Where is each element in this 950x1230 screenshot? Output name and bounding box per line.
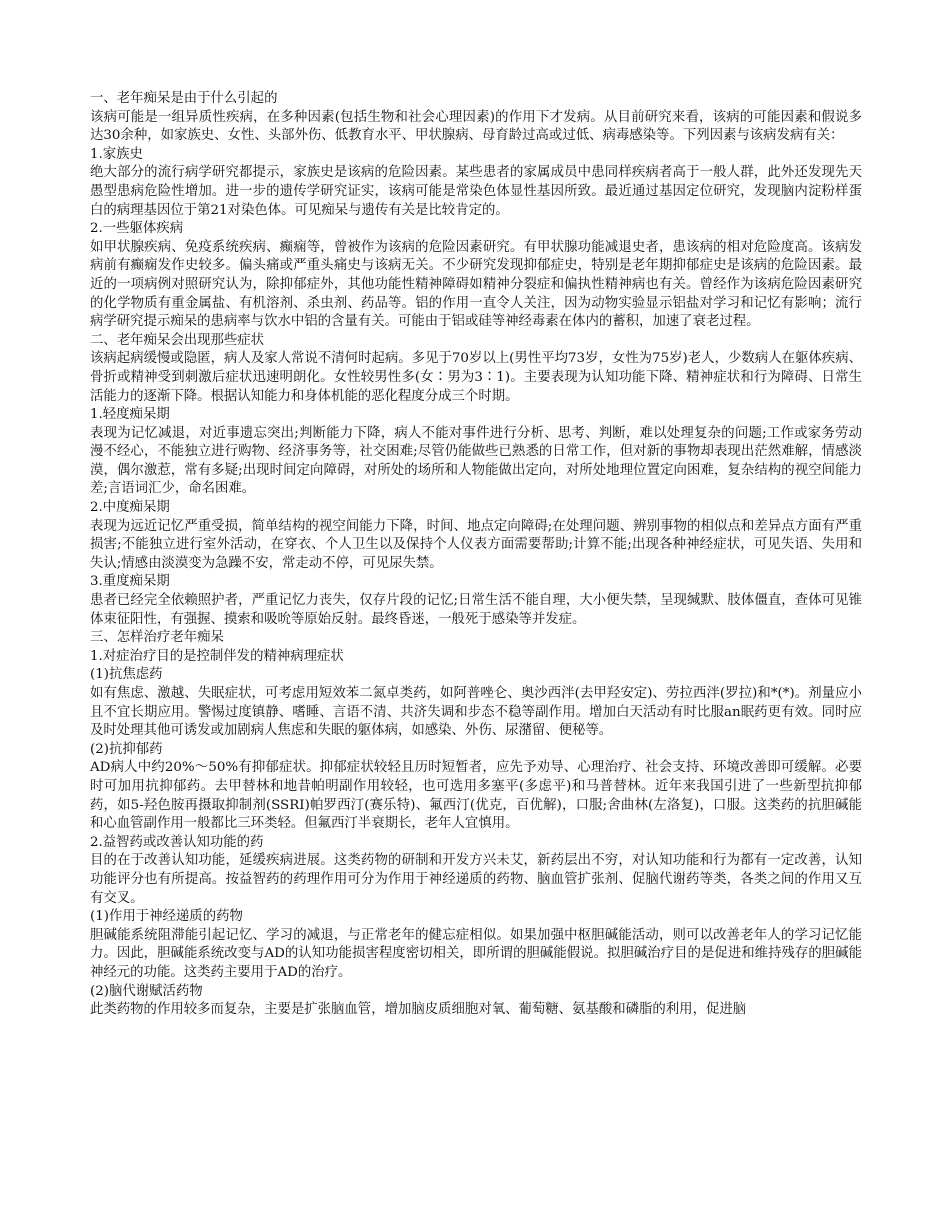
paragraph-antidepressants: AD病人中约20%～50%有抑郁症状。抑郁症状较轻且历时短暂者，应先予劝导、心理治疗、社会支持、环境改善即可缓解。必要时可加用抗抑郁药。去甲替林和地昔帕明副作用较轻，也可选用多塞平(多虑平)和马普替林。近年来我国引进了一些新型抗抑郁药，如5-羟色胺再摄取抑制剂(SSRI)帕罗西汀(赛乐特)、氟西汀(优克，百优解)，口服;舍曲林(左洛复)，口服。这类药的抗胆碱能和心血管副作用一般都比三环类轻。但氟西汀半衰期长，老年人宜慎用。 [90, 760, 862, 832]
paragraph-anti-anxiety: 如有焦虑、激越、失眠症状，可考虑用短效苯二氮卓类药，如阿普唑仑、奥沙西泮(去甲羟安定)、劳拉西泮(罗拉)和*(*)。剂量应小且不宜长期应用。警惕过度镇静、嗜睡、言语不清、共济失调和步态不稳等副作用。增加白天活动有时比服an眠药更有效。同时应及时处理其他可诱发或加剧病人焦虑和失眠的躯体病，如感染、外伤、尿潴留、便秘等。 [90, 686, 862, 739]
subheading-severe-stage: 3.重度痴呆期 [90, 574, 170, 590]
paragraph-family-history: 绝大部分的流行病学研究都提示，家族史是该病的危险因素。某些患者的家属成员中患同样疾病者高于一般人群，此外还发现先天愚型患病危险性增加。进一步的遗传学研究证实，该病可能是常染色体显性基因所致。最近通过基因定位研究，发现脑内淀粉样蛋白的病理基因位于第21对染色体。可见痴呆与遗传有关是比较肯定的。 [90, 165, 862, 218]
paragraph-neurotransmitter-drugs: 胆碱能系统阻滞能引起记忆、学习的减退，与正常老年的健忘症相似。如果加强中枢胆碱能活动，则可以改善老年人的学习记忆能力。因此，胆碱能系统改变与AD的认知功能损害程度密切相关，即所谓的胆碱能假说。拟胆碱治疗目的是促进和维持残存的胆碱能神经元的功能。这类药主要用于AD的治疗。 [90, 927, 862, 980]
document-body [90, 90, 862, 1020]
subheading-antidepressants: (2)抗抑郁药 [90, 741, 163, 757]
subheading-family-history: 1.家族史 [90, 146, 143, 162]
section-heading-treatment: 三、怎样治疗老年痴呆 [90, 630, 224, 646]
section-heading-symptoms: 二、老年痴呆会出现那些症状 [90, 332, 265, 348]
subheading-cognitive-drugs: 2.益智药或改善认知功能的药 [90, 834, 264, 850]
section-heading-causes: 一、老年痴呆是由于什么引起的 [90, 91, 278, 106]
subheading-anti-anxiety: (1)抗焦虑药 [90, 667, 163, 683]
subheading-brain-metabolism-drugs: (2)脑代谢赋活药物 [90, 983, 203, 999]
paragraph-brain-metabolism-drugs: 此类药物的作用较多而复杂，主要是扩张脑血管，增加脑皮质细胞对氧、葡萄糖、氨基酸和磷脂的利用，促进脑 [90, 1002, 747, 1018]
subheading-mild-stage: 1.轻度痴呆期 [90, 407, 170, 423]
paragraph-severe-stage: 患者已经完全依赖照护者，严重记忆力丧失，仅存片段的记忆;日常生活不能自理，大小便失禁，呈现缄默、肢体僵直，查体可见锥体束征阳性，有强握、摸索和吸吮等原始反射。最终昏迷，一般死于感染等并发症。 [90, 593, 862, 627]
paragraph-moderate-stage: 表现为远近记忆严重受损，简单结构的视空间能力下降，时间、地点定向障碍;在处理问题、辨别事物的相似点和差异点方面有严重损害;不能独立进行室外活动，在穿衣、个人卫生以及保持个人仪表方面需要帮助;计算不能;出现各种神经症状，可见失语、失用和失认;情感由淡漠变为急躁不安，常走动不停，可见尿失禁。 [90, 518, 862, 571]
paragraph-mild-stage: 表现为记忆减退，对近事遗忘突出;判断能力下降，病人不能对事件进行分析、思考、判断，难以处理复杂的问题;工作或家务劳动漫不经心，不能独立进行购物、经济事务等，社交困难;尽管仍能做些已熟悉的日常工作，但对新的事物却表现出茫然难解，情感淡漠，偶尔激惹，常有多疑;出现时间定向障碍，对所处的场所和人物能做出定向，对所处地理位置定向困难，复杂结构的视空间能力差;言语词汇少，命名困难。 [90, 425, 862, 497]
subheading-moderate-stage: 2.中度痴呆期 [90, 500, 170, 516]
paragraph-symptoms-intro: 该病起病缓慢或隐匿，病人及家人常说不清何时起病。多见于70岁以上(男性平均73岁，女性为75岁)老人，少数病人在躯体疾病、骨折或精神受到刺激后症状迅速明朗化。女性较男性多(女∶男为3∶1)。主要表现为认知功能下降、精神症状和行为障碍、日常生活能力的逐渐下降。根据认知能力和身体机能的恶化程度分成三个时期。 [90, 351, 862, 404]
subheading-physical-diseases: 2.一些躯体疾病 [90, 221, 184, 237]
subheading-symptomatic-treatment: 1.对症治疗目的是控制伴发的精神病理症状 [90, 648, 344, 664]
paragraph-cognitive-drugs: 目的在于改善认知功能，延缓疾病进展。这类药物的研制和开发方兴未艾，新药层出不穷，对认知功能和行为都有一定改善，认知功能评分也有所提高。按益智药的药理作用可分为作用于神经递质的药物、脑血管扩张剂、促脑代谢药等类，各类之间的作用又互有交叉。 [90, 853, 862, 906]
paragraph-physical-diseases: 如甲状腺疾病、免疫系统疾病、癫痫等，曾被作为该病的危险因素研究。有甲状腺功能减退史者，患该病的相对危险度高。该病发病前有癫痫发作史较多。偏头痛或严重头痛史与该病无关。不少研究发现抑郁症史，特别是老年期抑郁症史是该病的危险因素。最近的一项病例对照研究认为，除抑郁症外，其他功能性精神障碍如精神分裂症和偏执性精神病也有关。曾经作为该病危险因素研究的化学物质有重金属盐、有机溶剂、杀虫剂、药品等。铝的作用一直令人关注，因为动物实验显示铝盐对学习和记忆有影响；流行病学研究提示痴呆的患病率与饮水中铝的含量有关。可能由于铝或硅等神经毒素在体内的蓄积，加速了衰老过程。 [90, 239, 862, 330]
paragraph-causes-intro: 该病可能是一组异质性疾病，在多种因素(包括生物和社会心理因素)的作用下才发病。从目前研究来看，该病的可能因素和假说多达30余种，如家族史、女性、头部外伤、低教育水平、甲状腺病、母育龄过高或过低、病毒感染等。下列因素与该病发病有关： [90, 109, 862, 144]
subheading-neurotransmitter-drugs: (1)作用于神经递质的药物 [90, 909, 243, 925]
